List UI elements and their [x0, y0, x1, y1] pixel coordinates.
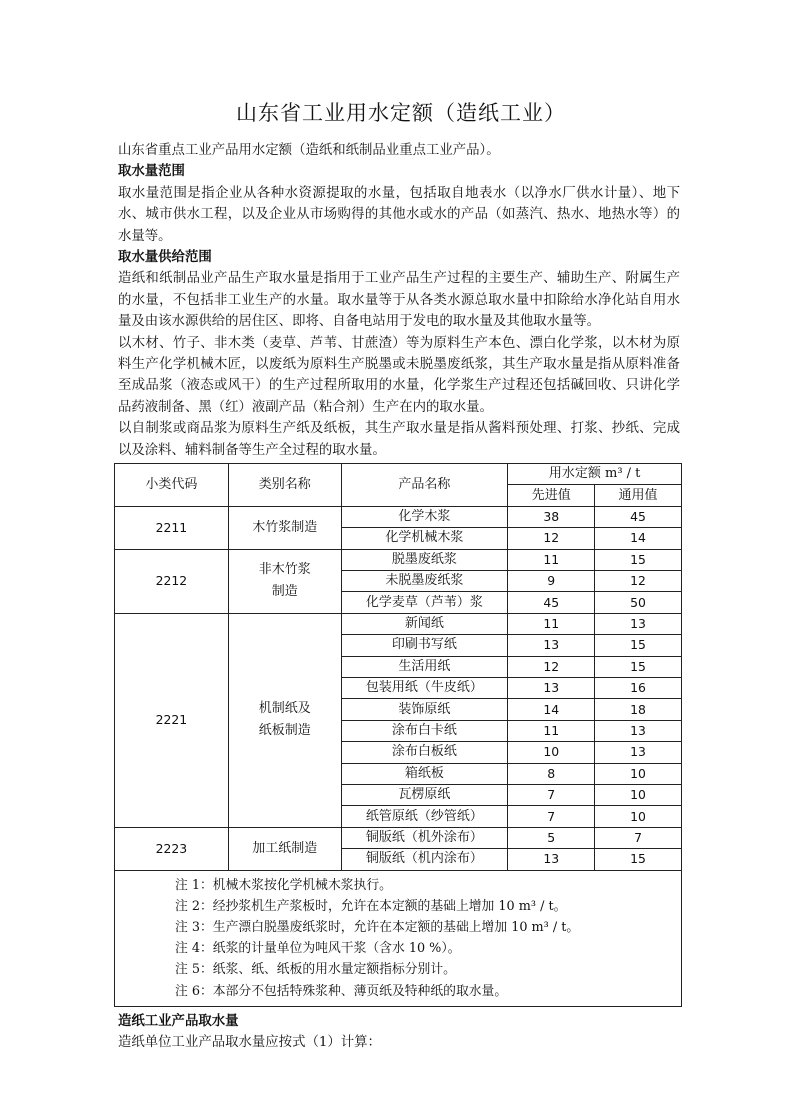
cell-general-value: 13 — [595, 742, 682, 763]
cell-general-value: 16 — [595, 678, 682, 699]
cell-general-value: 18 — [595, 699, 682, 720]
header-category: 类别名称 — [228, 464, 341, 507]
cell-general-value: 10 — [595, 806, 682, 827]
table-row — [115, 827, 682, 848]
cell-product: 瓦楞原纸 — [341, 784, 508, 805]
header-code: 小类代码 — [115, 464, 229, 507]
cell-general-value: 10 — [595, 784, 682, 805]
cell-general-value: 15 — [595, 849, 682, 870]
cell-code: 2221 — [115, 613, 229, 827]
cell-advanced-value: 11 — [508, 613, 595, 634]
cell-product: 包装用纸（牛皮纸） — [341, 678, 508, 699]
cell-category: 非木竹浆 制造 — [228, 549, 341, 613]
intro-paragraph: 山东省重点工业产品用水定额（造纸和纸制品业重点工业产品）。 — [118, 143, 500, 158]
cell-advanced-value: 45 — [508, 592, 595, 613]
cell-advanced-value: 13 — [508, 635, 595, 656]
cell-product: 涂布白卡纸 — [341, 720, 508, 741]
cell-product: 铜版纸（机外涂布） — [341, 827, 508, 848]
cell-code: 2223 — [115, 827, 229, 870]
cell-advanced-value: 12 — [508, 528, 595, 549]
cell-product: 化学机械木浆 — [341, 528, 508, 549]
table-note: 注 6：本部分不包括特殊浆种、薄页纸及特种纸的取水量。 — [175, 983, 508, 999]
cell-general-value: 10 — [595, 763, 682, 784]
table-body — [115, 506, 682, 870]
cell-advanced-value: 8 — [508, 763, 595, 784]
cell-advanced-value: 7 — [508, 784, 595, 805]
cell-category: 木竹浆制造 — [228, 506, 341, 549]
cell-general-value: 50 — [595, 592, 682, 613]
cell-code: 2212 — [115, 549, 229, 613]
cell-general-value: 7 — [595, 827, 682, 848]
cell-product: 化学麦草（芦苇）浆 — [341, 592, 508, 613]
cell-advanced-value: 13 — [508, 678, 595, 699]
cell-product: 化学木浆 — [341, 506, 508, 527]
cell-product: 生活用纸 — [341, 656, 508, 677]
supply-scope-paragraph-3: 以自制浆或商品浆为原料生产纸及纸板，其生产取水量是指从酱料预处理、打浆、抄纸、完成以及涂料、辅料制备等生产全过程的取水量。 — [118, 421, 680, 458]
cell-product: 装饰原纸 — [341, 699, 508, 720]
water-quota-table — [114, 463, 682, 1007]
supply-scope-paragraph-1: 造纸和纸制品业产品生产取水量是指用于工业产品生产过程的主要生产、辅助生产、附属生产的水量，不包括非工业生产的水量。取水量等于从各类水源总取水量中扣除给水净化站自用水量及由该水源供给的居住区、即将、自备电站用于发电的取水量及其他取水量等。 — [118, 271, 680, 330]
table-note: 注 1：机械木浆按化学机械木浆执行。 — [175, 877, 392, 893]
intake-scope-paragraph: 取水量范围是指企业从各种水资源提取的水量，包括取自地表水（以净水厂供水计量）、地下水、城市供水工程，以及企业从市场购得的其他水或水的产品（如蒸汽、热水、地热水等）的水量等。 — [118, 185, 680, 244]
formula-intro-paragraph: 造纸单位工业产品取水量应按式（1）计算： — [118, 1035, 381, 1051]
cell-advanced-value: 10 — [508, 742, 595, 763]
cell-advanced-value: 11 — [508, 720, 595, 741]
header-general: 通用值 — [595, 485, 682, 506]
table-notes — [115, 870, 682, 1006]
cell-advanced-value: 9 — [508, 571, 595, 592]
cell-product: 脱墨废纸浆 — [341, 549, 508, 570]
table-note: 注 3：生产漂白脱墨废纸浆时，允许在本定额的基础上增加 10 m³ / t。 — [175, 919, 580, 935]
cell-advanced-value: 12 — [508, 656, 595, 677]
cell-general-value: 15 — [595, 656, 682, 677]
cell-general-value: 12 — [595, 571, 682, 592]
document-page — [118, 98, 680, 1054]
section-heading-product-intake: 造纸工业产品取水量 — [118, 1013, 239, 1029]
section-heading-supply-scope: 取水量供给范围 — [118, 250, 212, 266]
cell-product: 涂布白板纸 — [341, 742, 508, 763]
cell-product: 箱纸板 — [341, 763, 508, 784]
header-advanced: 先进值 — [508, 485, 595, 506]
cell-product: 纸管原纸（纱管纸） — [341, 806, 508, 827]
cell-general-value: 15 — [595, 549, 682, 570]
table-row — [115, 613, 682, 634]
table-header-row — [115, 464, 682, 485]
cell-general-value: 14 — [595, 528, 682, 549]
cell-advanced-value: 38 — [508, 506, 595, 527]
cell-advanced-value: 13 — [508, 849, 595, 870]
cell-product: 未脱墨废纸浆 — [341, 571, 508, 592]
cell-advanced-value: 11 — [508, 549, 595, 570]
cell-product: 铜版纸（机内涂布） — [341, 849, 508, 870]
table-note: 注 5：纸浆、纸、纸板的用水量定额指标分别计。 — [175, 962, 456, 978]
cell-general-value: 15 — [595, 635, 682, 656]
header-quota: 用水定额 m³ / t — [508, 464, 682, 485]
cell-general-value: 45 — [595, 506, 682, 527]
supply-scope-paragraph-2: 以木材、竹子、非木类（麦草、芦苇、甘蔗渣）等为原料生产本色、漂白化学浆，以木材为原料生产化学机械木匠，以废纸为原料生产脱墨或未脱墨废纸浆，其生产取水量是指从原料准备至成品浆（液态或风干）的生产过程所取用的水量，化学浆生产过程还包括碱回收、只讲化学品药液制备、黑（红）液副产品（粘合剂）生产在内的取水量。 — [118, 335, 680, 415]
cell-general-value: 13 — [595, 720, 682, 741]
notes-row — [115, 870, 682, 1006]
cell-code: 2211 — [115, 506, 229, 549]
cell-advanced-value: 7 — [508, 806, 595, 827]
table-row — [115, 549, 682, 570]
section-heading-intake-scope: 取水量范围 — [118, 164, 185, 180]
cell-advanced-value: 5 — [508, 827, 595, 848]
cell-category: 加工纸制造 — [228, 827, 341, 870]
cell-general-value: 13 — [595, 613, 682, 634]
cell-category: 机制纸及 纸板制造 — [228, 613, 341, 827]
cell-product: 新闻纸 — [341, 613, 508, 634]
cell-product: 印刷书写纸 — [341, 635, 508, 656]
cell-advanced-value: 14 — [508, 699, 595, 720]
table-row — [115, 506, 682, 527]
document-title: 山东省工业用水定额（造纸工业） — [236, 101, 566, 125]
table-note: 注 4：纸浆的计量单位为吨风干浆（含水 10 %）。 — [175, 941, 461, 957]
table-note: 注 2：经抄浆机生产浆板时，允许在本定额的基础上增加 10 m³ / t。 — [175, 898, 567, 914]
header-product: 产品名称 — [341, 464, 508, 507]
